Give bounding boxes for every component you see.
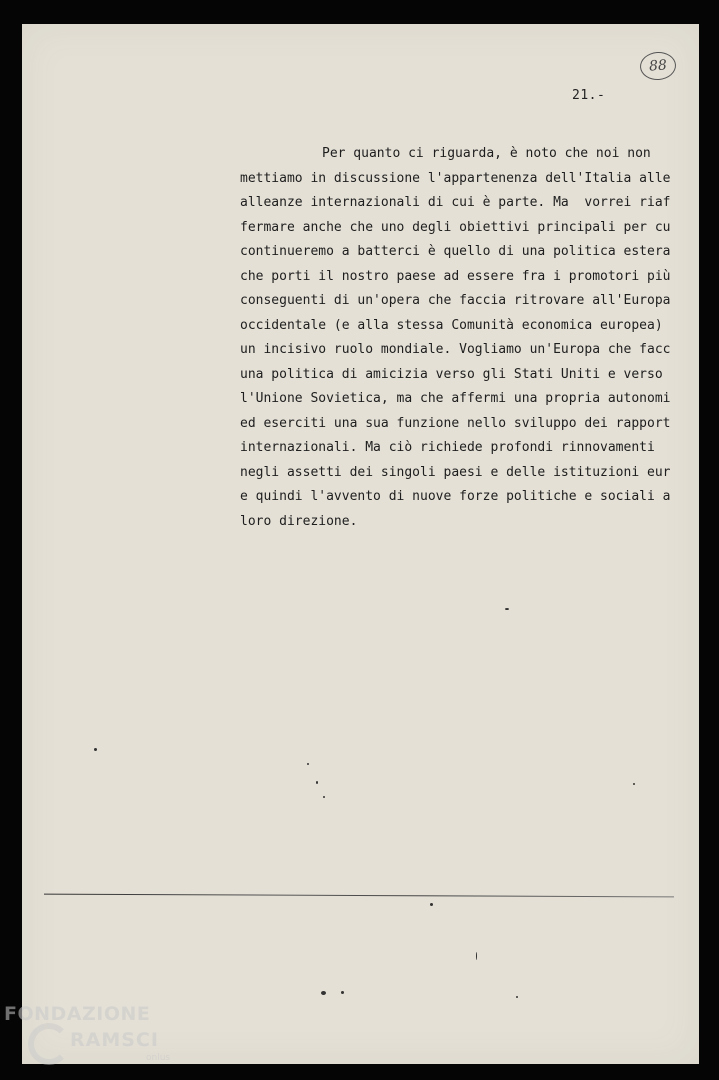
ink-speck bbox=[94, 748, 97, 751]
ink-speck bbox=[430, 903, 433, 906]
ink-speck bbox=[307, 763, 309, 765]
page-number: 21.- bbox=[572, 88, 606, 103]
text-line: negli assetti dei singoli paesi e delle istituzioni eur bbox=[240, 464, 671, 480]
text-line: mettiamo in discussione l'appartenenza dell'Italia alle bbox=[240, 170, 671, 186]
archive-number: 88 bbox=[639, 51, 677, 81]
ink-speck bbox=[516, 996, 518, 998]
ink-speck bbox=[633, 783, 635, 785]
g-logo-icon bbox=[28, 1023, 70, 1065]
text-line: continueremo a batterci è quello di una politica estera bbox=[240, 244, 671, 259]
text-line: occidentale (e alla stessa Comunità economica europea) bbox=[240, 317, 663, 333]
text-line: loro direzione. bbox=[240, 513, 358, 529]
text-line: l'Unione Sovietica, ma che affermi una propria autonomi bbox=[240, 391, 671, 406]
ink-speck bbox=[323, 796, 325, 798]
text-line: alleanze internazionali di cui è parte. Ma vorrei riaf bbox=[240, 195, 671, 210]
text-line: che porti il nostro paese ad essere fra i promotori più bbox=[240, 268, 671, 284]
ink-speck bbox=[321, 991, 326, 995]
watermark-line1: FONDAZIONE bbox=[4, 1003, 151, 1025]
text-line: internazionali. Ma ciò richiede profondi rinnovamenti bbox=[240, 440, 655, 455]
text-line: un incisivo ruolo mondiale. Vogliamo un'Europa che facc bbox=[240, 342, 671, 357]
text-line: una politica di amicizia verso gli Stati Uniti e verso bbox=[240, 366, 663, 382]
ink-speck bbox=[505, 608, 509, 610]
foundation-watermark bbox=[4, 1003, 184, 1075]
text-line: ed eserciti una sua funzione nello sviluppo dei rapport bbox=[240, 415, 671, 431]
watermark-suffix: onlus bbox=[146, 1053, 171, 1063]
typewritten-text bbox=[240, 142, 678, 534]
text-line: conseguenti di un'opera che faccia ritrovare all'Europa bbox=[240, 293, 671, 308]
text-line: fermare anche che uno degli obiettivi principali per cu bbox=[240, 219, 671, 235]
text-line: Per quanto ci riguarda, è noto che noi non bbox=[322, 146, 651, 161]
ink-speck bbox=[316, 781, 318, 784]
text-line: e quindi l'avvento di nuove forze politiche e sociali a bbox=[240, 489, 671, 504]
ink-speck bbox=[341, 991, 344, 994]
watermark-line2: RAMSCI bbox=[70, 1029, 159, 1051]
ink-speck bbox=[476, 952, 477, 960]
